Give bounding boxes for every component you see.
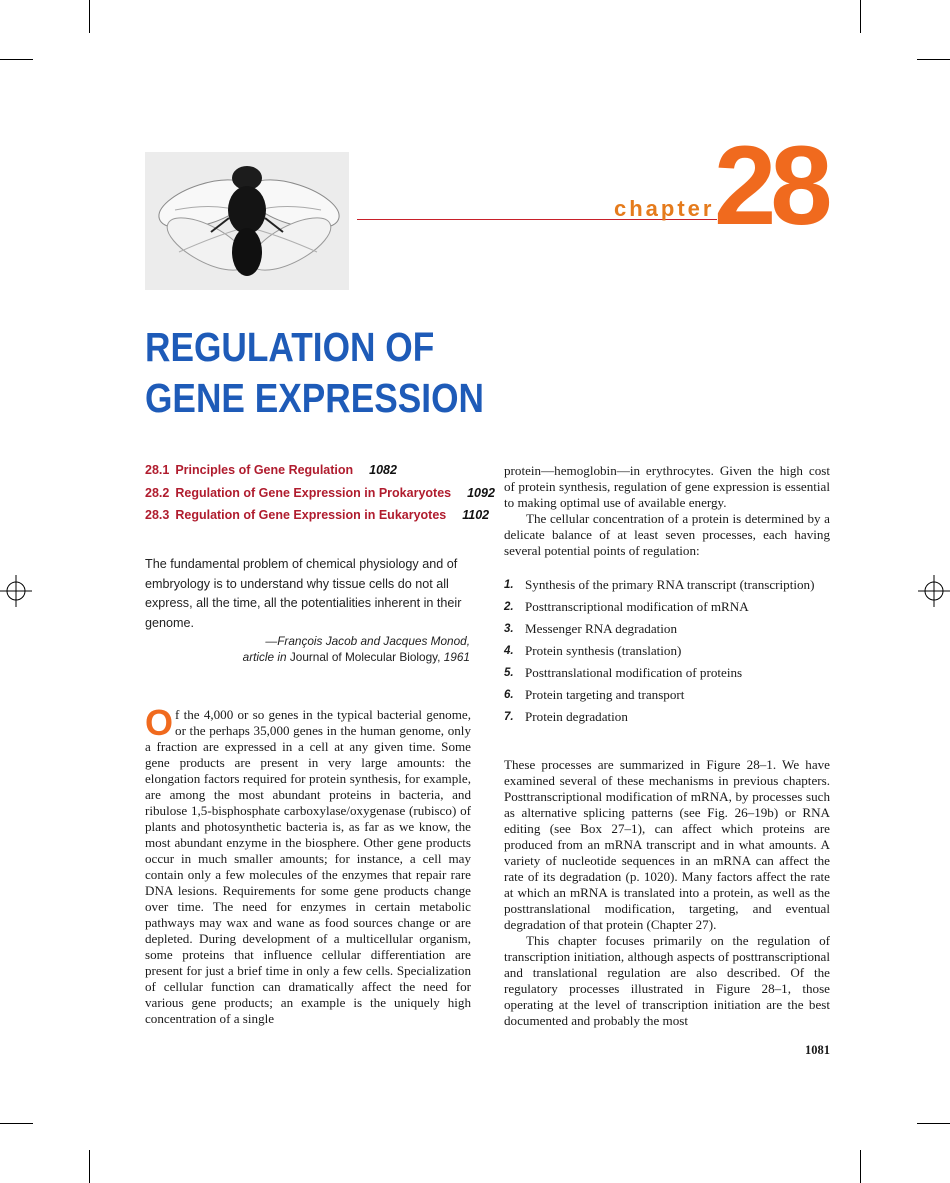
epigraph-authors: —François Jacob and Jacques Monod, <box>265 634 470 648</box>
list-item-number: 4. <box>504 645 514 657</box>
page-number: 1081 <box>805 1043 830 1057</box>
crop-mark <box>89 1150 90 1183</box>
crop-mark <box>917 1123 950 1124</box>
crop-mark <box>860 1150 861 1183</box>
list-item <box>504 599 830 615</box>
body-paragraph: protein—hemoglobin—in erythrocytes. Given the high cost of protein synthesis, regulation of gene expression is essential to making optimal use of available energy. <box>504 463 830 510</box>
list-item <box>504 577 830 593</box>
epigraph-attribution <box>145 633 470 665</box>
list-item-number: 7. <box>504 711 514 723</box>
list-item <box>504 687 830 703</box>
toc-section-number: 28.1 <box>145 463 170 477</box>
list-item-text: Synthesis of the primary RNA transcript (transcription) <box>525 577 815 592</box>
epigraph-quote: The fundamental problem of chemical physiology and of embryology is to understand why tissue cells do not all express, all the time, all the potentialities inherent in their genome. <box>145 557 462 630</box>
toc-section-title: Regulation of Gene Expression in Eukaryotes <box>175 508 447 522</box>
list-item-number: 1. <box>504 579 514 591</box>
list-item-text: Messenger RNA degradation <box>525 621 677 636</box>
list-item-number: 3. <box>504 623 514 635</box>
registration-mark-icon <box>0 575 32 607</box>
chapter-number: 28 <box>714 123 827 248</box>
crop-mark <box>860 0 861 33</box>
fruit-fly-photo <box>145 152 349 290</box>
epigraph-year: 1961 <box>443 650 470 664</box>
section-contents <box>145 462 505 530</box>
body-paragraph <box>145 702 471 1027</box>
crop-mark <box>89 0 90 33</box>
toc-entry[interactable] <box>145 507 505 530</box>
toc-section-title: Principles of Gene Regulation <box>175 463 354 477</box>
registration-mark-icon <box>918 575 950 607</box>
list-item-text: Protein degradation <box>525 709 628 724</box>
body-paragraph-text: f the 4,000 or so genes in the typical bacterial genome, or the perhaps 35,000 genes in the human genome, only a fraction are expressed in a cell at any given time. Some gene products are present in very large amounts: the elongation factors required for protein synthesis, for example, are among the most abundant proteins in bacteria, and ribulose 1,5-bisphosphate carboxylase/oxygenase (rubisco) of plants and photosynthetic bacteria is, as far as we know, the most abundant enzyme in the biosphere. Other gene products occur in much smaller amounts; for instance, a cell may contain only a few molecules of the enzymes that repair rare DNA lesions. Requirements for some gene products change over time. The need for enzymes in certain metabolic pathways may wax and wane as food sources change or are depleted. During development of a multicellular organism, some proteins that influence cellular differentiation are present for just a brief time in only a few cells. Specialization of cellular function can dramatically affect the need for various gene products; an example is the uniquely high concentration of a single <box>145 707 471 1026</box>
list-item-number: 2. <box>504 601 514 613</box>
list-item <box>504 621 830 637</box>
toc-entry[interactable] <box>145 485 505 508</box>
list-item-text: Posttranscriptional modification of mRNA <box>525 599 749 614</box>
epigraph-article-prefix: article in <box>242 650 287 664</box>
crop-mark <box>0 59 33 60</box>
chapter-title-line: GENE EXPRESSION <box>145 375 484 421</box>
body-paragraph: This chapter focuses primarily on the regulation of transcription initiation, although aspects of posttranscriptional and translational regulation are also described. Of the regulatory processes illustrated in Figure 28–1, those operating at the level of transcription initiation are the best documented and probably the most <box>504 933 830 1028</box>
toc-page-number: 1102 <box>462 508 490 522</box>
body-column-right-top <box>504 463 830 559</box>
chapter-title <box>145 322 627 424</box>
crop-mark <box>0 1123 33 1124</box>
list-item <box>504 643 830 659</box>
toc-entry[interactable] <box>145 462 505 485</box>
crop-mark <box>917 59 950 60</box>
drop-cap: O <box>145 702 174 743</box>
toc-page-number: 1082 <box>369 463 397 477</box>
list-item-text: Posttranslational modification of proteins <box>525 665 743 680</box>
list-item <box>504 709 830 725</box>
body-column-right-bottom <box>504 757 830 1029</box>
epigraph-journal: Journal of Molecular Biology, <box>289 650 441 664</box>
toc-section-number: 28.3 <box>145 508 170 522</box>
list-item-text: Protein synthesis (translation) <box>525 643 682 658</box>
list-item-text: Protein targeting and transport <box>525 687 685 702</box>
list-item-number: 6. <box>504 689 514 701</box>
body-column-left <box>145 702 471 1027</box>
list-item <box>504 665 830 681</box>
toc-page-number: 1092 <box>467 485 495 500</box>
toc-section-title: Regulation of Gene Expression in Prokaryotes <box>175 485 452 500</box>
body-paragraph: These processes are summarized in Figure 28–1. We have examined several of these mechanisms in previous chapters. Posttranscriptional modification of mRNA, by processes such as alternative splicing patterns (see Fig. 26–19b) or RNA editing (see Box 27–1), can affect which proteins are produced from an mRNA transcript and in what amounts. A variety of nucleotide sequences in an mRNA can affect the rate of its degradation (p. 1020). Many factors affect the rate at which an mRNA is translated into a protein, as well as the posttranslational modification, targeting, and eventual degradation of that protein (Chapter 27). <box>504 757 830 932</box>
chapter-title-line: REGULATION OF <box>145 324 435 370</box>
toc-section-number: 28.2 <box>145 485 170 500</box>
list-item-number: 5. <box>504 667 514 679</box>
fruit-fly-icon <box>145 152 349 290</box>
body-paragraph: The cellular concentration of a protein is determined by a delicate balance of at least seven processes, each having several potential points of regulation: <box>504 511 830 558</box>
regulation-process-list <box>504 577 830 731</box>
chapter-label: chapter <box>614 196 715 221</box>
